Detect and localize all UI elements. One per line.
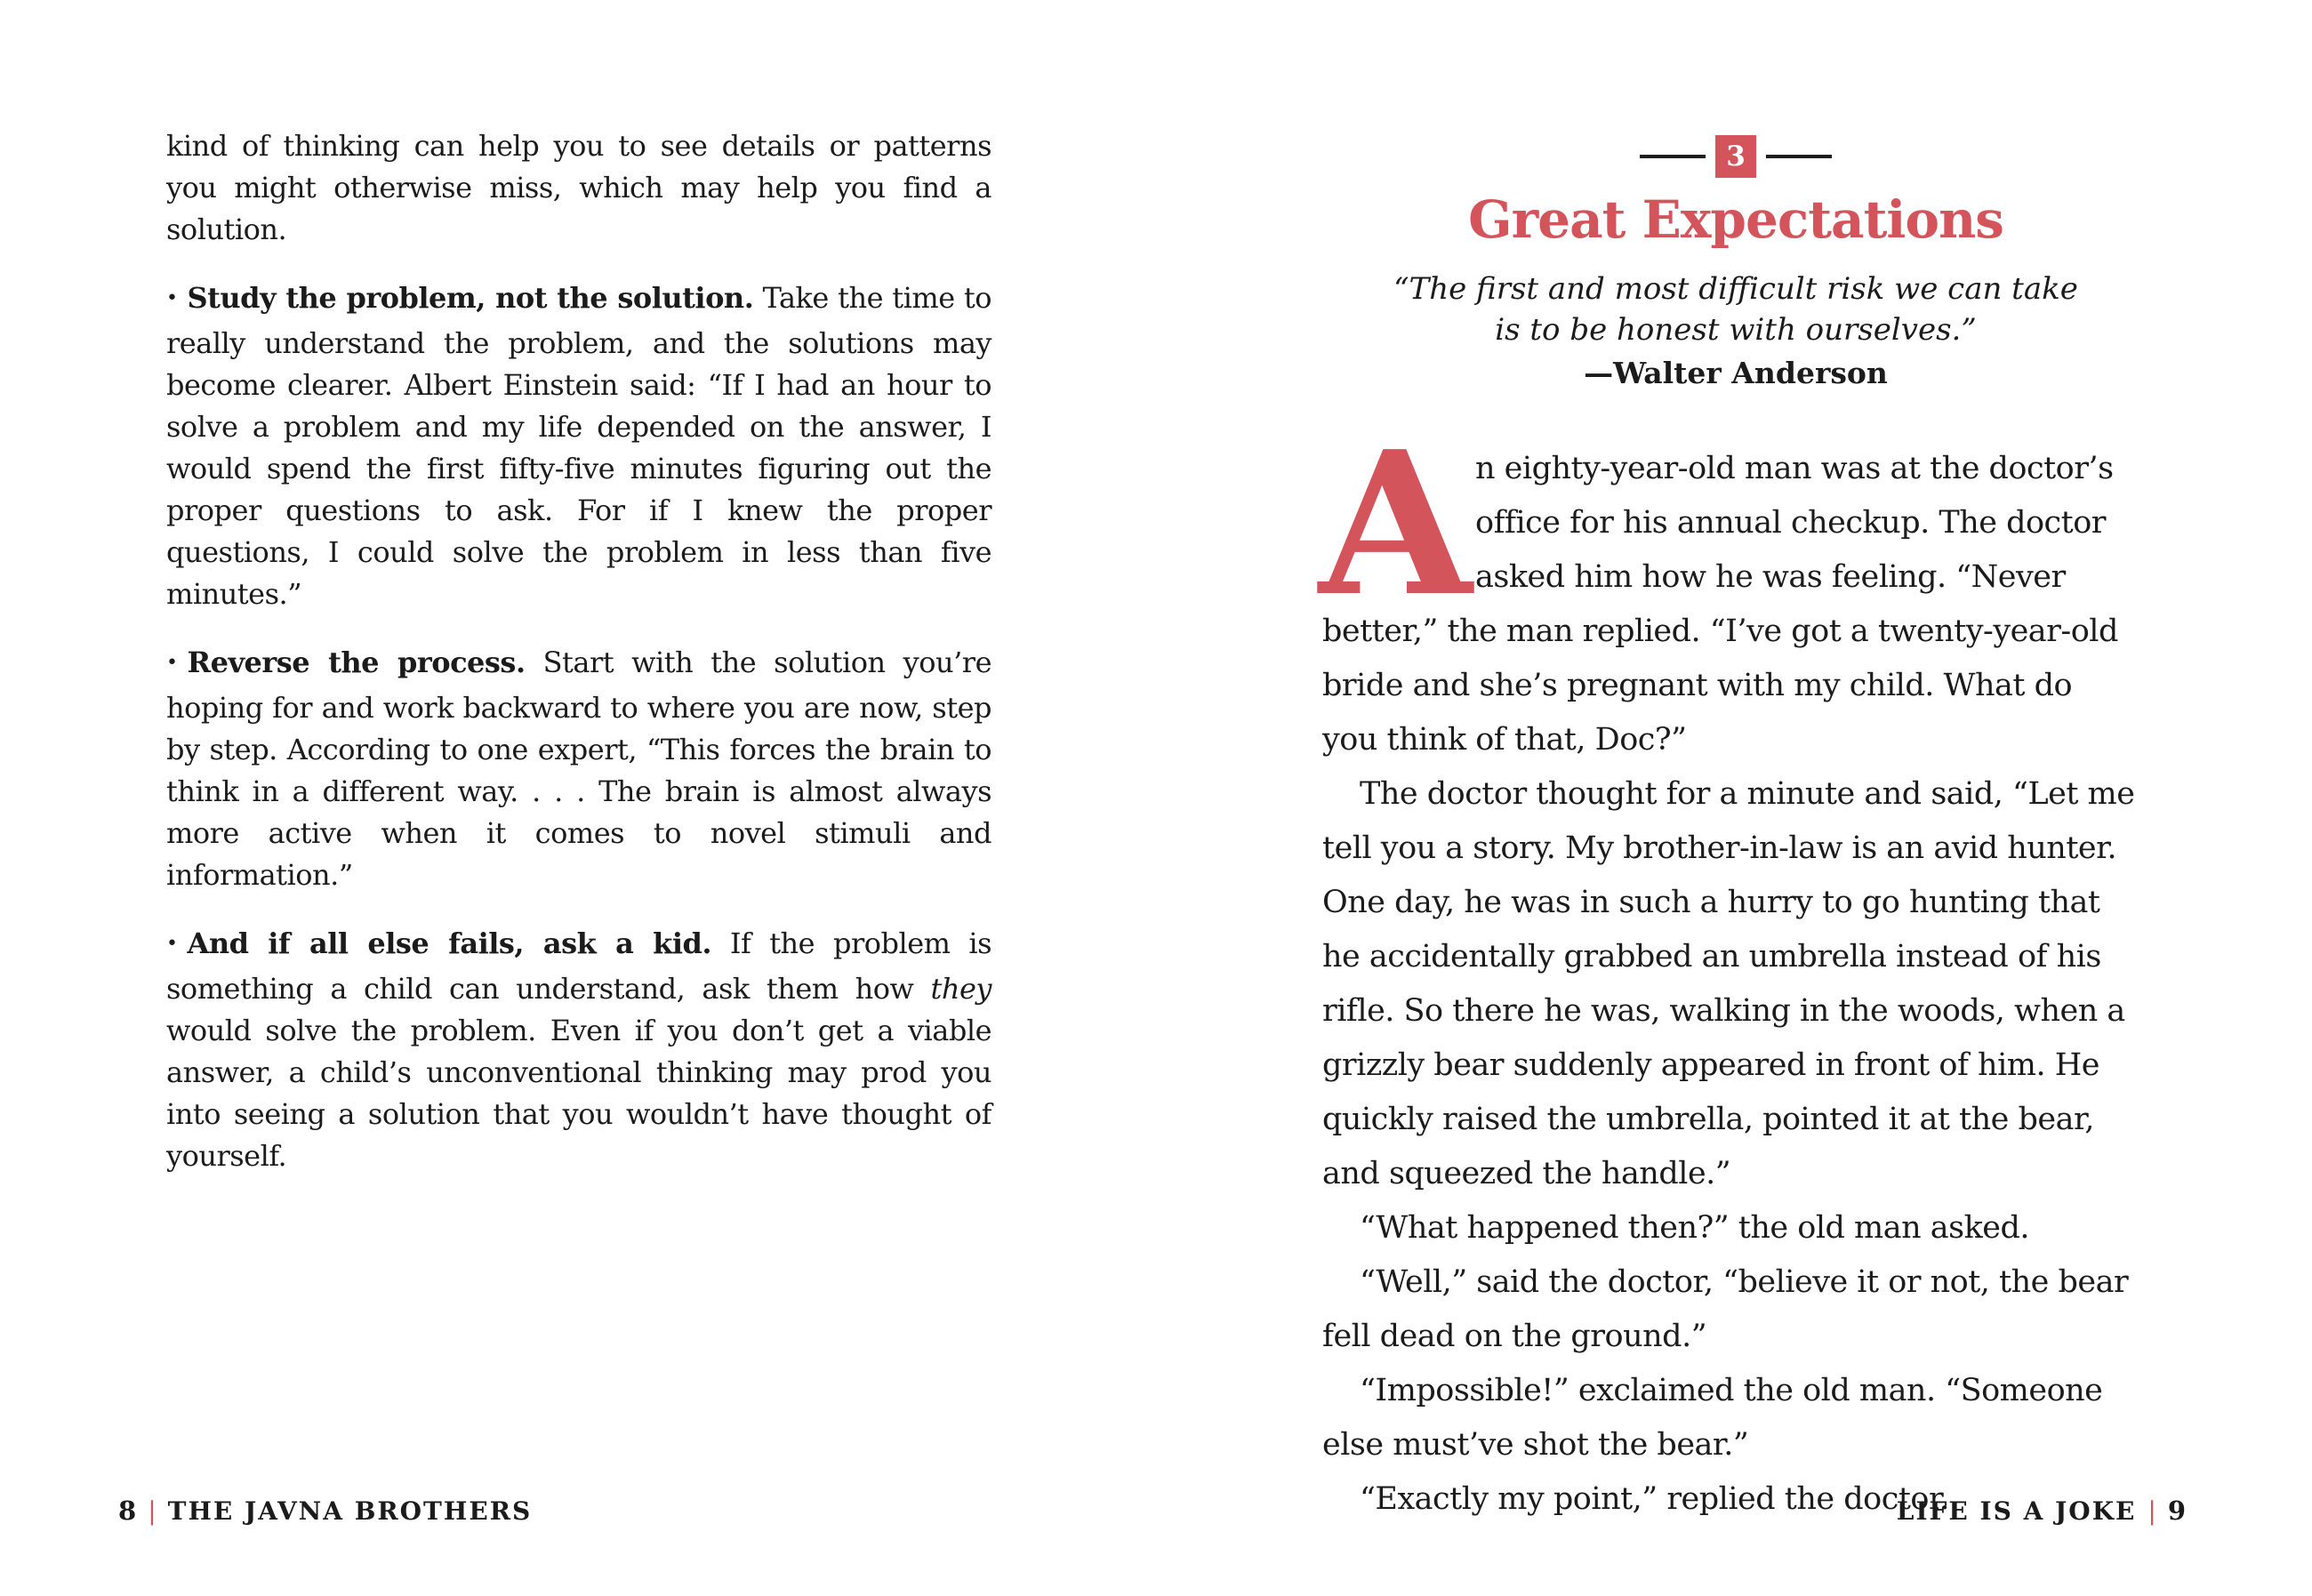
opening-paragraph-text: n eighty-year-old man was at the doctor’s office for his annual checkup. The doctor asked him how he was feeling. “Never better,” the man replied. “I’ve got a twenty-year-old bride and she’s pregnant with my child. What do you think of that, Doc?” — [1322, 451, 2118, 758]
left-page-number: 8 — [118, 1496, 137, 1526]
right-page-number: 9 — [2167, 1496, 2186, 1526]
bullet-body: Start with the solution you’re hoping for and work backward to where you are now, step by step. According to one expert, “This forces the brain to think in a different way. . . . The brain is almost always more active when it comes to novel stimuli and information.” — [166, 646, 992, 892]
bullet-icon: • — [166, 287, 178, 309]
bullet-body-end: would solve the problem. Even if you don’t get a viable answer, a child’s unconventional thinking may prod you into seeing a solution that you wouldn’t have thought of yourself. — [166, 1014, 991, 1173]
chapter-number-row — [1313, 135, 2158, 178]
epigraph-line-1: “The first and most difficult risk we can take — [1393, 271, 2078, 307]
chapter-number-badge: 3 — [1715, 135, 1756, 178]
body-paragraph: The doctor thought for a minute and said, “Let me tell you a story. My brother-in-law is an avid hunter. One day, he was in such a hurry to go hunting that he accidentally grabbed an umbrella instead of his rifle. So there he was, walking in the woods, when a grizzly bear suddenly appeared in front of him. He quickly raised the umbrella, pointed it at the bear, and squeezed the handle.” — [1322, 776, 2135, 1191]
bullet-body: Take the time to really understand the problem, and the solutions may become clearer. Albert Einstein said: “If I had an hour to solve a problem and my life depended on the answer, I would spend the first fifty-five minutes figuring out the proper questions to ask. For if I knew the proper questions, I could solve the problem in less than five minutes.” — [166, 281, 992, 611]
drop-cap-letter: A — [1319, 409, 1473, 640]
bullet-icon: • — [166, 933, 178, 955]
opening-paragraph — [1322, 442, 2136, 767]
bullet-lead: Reverse the process. — [187, 646, 526, 679]
right-running-title: LIFE IS A JOKE — [1896, 1496, 2137, 1526]
bullet-paragraph-ask-a-kid — [166, 923, 991, 1177]
chapter-head — [1313, 135, 2158, 390]
bullet-icon: • — [166, 652, 178, 674]
bullet-italic-word: they — [930, 972, 991, 1006]
chapter-rule-right — [1766, 155, 1832, 158]
left-running-title: THE JAVNA BROTHERS — [167, 1496, 533, 1526]
drop-cap-spacer — [1322, 442, 1475, 600]
footer-pipe-separator: | — [2147, 1496, 2156, 1526]
body-paragraph: “Well,” said the doctor, “believe it or not, the bear fell dead on the ground.” — [1322, 1264, 2129, 1354]
epigraph-line-2: is to be honest with ourselves.” — [1495, 312, 1977, 348]
bullet-lead: And if all else fails, ask a kid. — [187, 926, 712, 960]
bullet-body: If the problem is something a child can understand, ask them how — [166, 926, 992, 1006]
bullet-paragraph-study — [166, 277, 991, 615]
left-text-column — [166, 125, 991, 1177]
body-paragraph: “What happened then?” the old man asked. — [1360, 1210, 2030, 1246]
chapter-title: Great Expectations — [1468, 189, 2003, 250]
footer-pipe-separator: | — [148, 1496, 157, 1526]
epigraph-attribution: —Walter Anderson — [1584, 356, 1888, 390]
left-page-footer — [118, 1496, 532, 1526]
bullet-paragraph-reverse — [166, 642, 991, 896]
bullet-lead: Study the problem, not the solution. — [187, 281, 754, 315]
epigraph — [1313, 269, 2158, 350]
body-paragraph: “Impossible!” exclaimed the old man. “Someone else must’ve shot the bear.” — [1322, 1373, 2103, 1463]
right-text-column — [1322, 442, 2136, 1527]
right-page-footer — [1897, 1496, 2186, 1526]
body-paragraph: “Exactly my point,” replied the doctor. — [1360, 1481, 1949, 1517]
intro-paragraph: kind of thinking can help you to see details or patterns you might otherwise miss, which may help you find a solution. — [166, 129, 991, 246]
chapter-rule-left — [1640, 155, 1706, 158]
